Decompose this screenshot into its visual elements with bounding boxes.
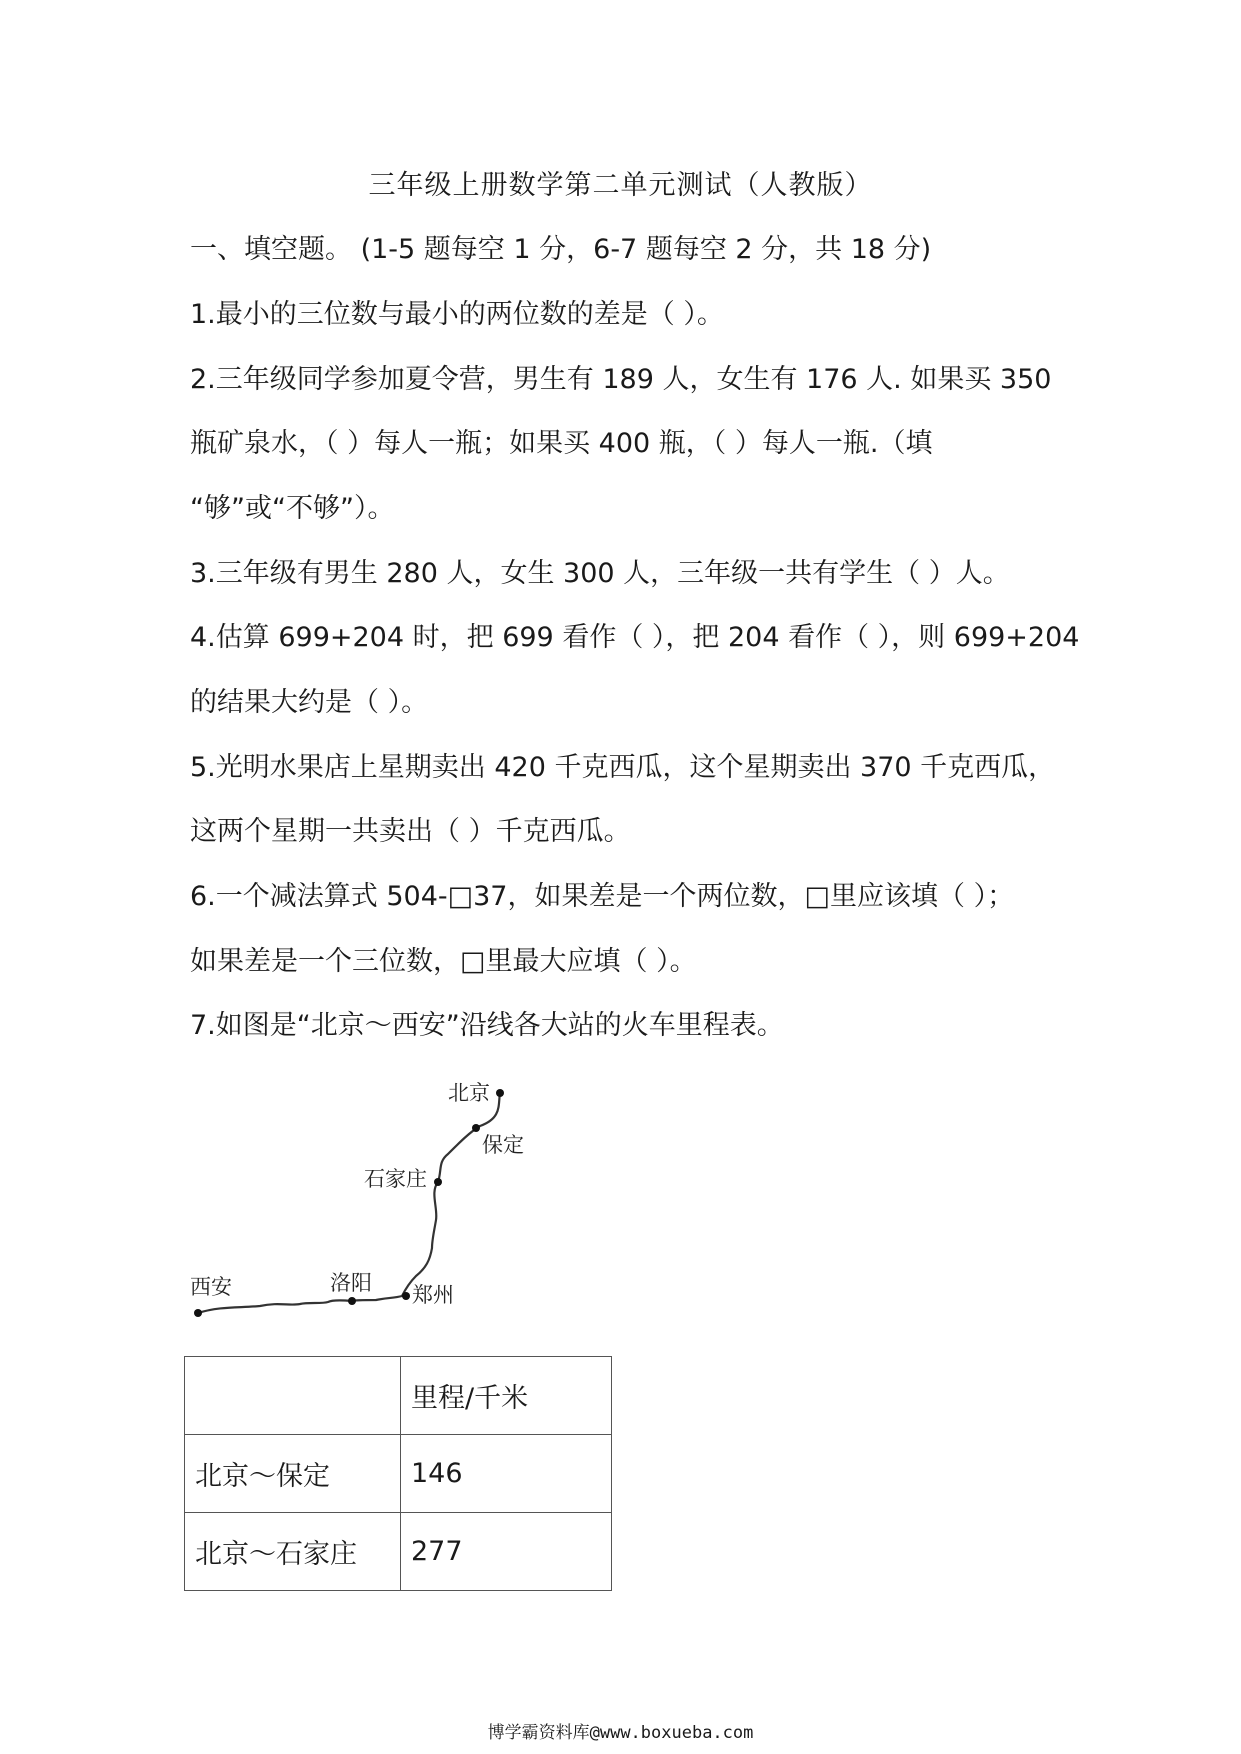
question-line: 的结果大约是（ ）。 xyxy=(190,687,429,718)
table-cell: 北京～石家庄 xyxy=(185,1513,401,1591)
station-label-shijiazhuang: 石家庄 xyxy=(364,1167,427,1191)
question-line: 1.最小的三位数与最小的两位数的差是（ ）。 xyxy=(190,299,724,330)
station-label-luoyang: 洛阳 xyxy=(330,1271,372,1295)
question-line: 5.光明水果店上星期卖出 420 千克西瓜，这个星期卖出 370 千克西瓜， xyxy=(190,752,1056,783)
question-line: 4.估算 699+204 时，把 699 看作（ ），把 204 看作（ ），则 699+204 xyxy=(190,622,1080,653)
question-line: 6.一个减法算式 504-□37，如果差是一个两位数，□里应该填（ ）； xyxy=(190,881,1015,912)
station-dot-shijiazhuang xyxy=(434,1178,442,1186)
station-dot-baoding xyxy=(472,1124,480,1132)
table-cell: 北京～保定 xyxy=(185,1435,401,1513)
page-title: 三年级上册数学第二单元测试（人教版） xyxy=(368,170,873,201)
question-line: 这两个星期一共卖出（ ）千克西瓜。 xyxy=(190,816,631,847)
table-header-row xyxy=(185,1357,612,1435)
railway-map xyxy=(180,1070,540,1340)
station-dot-beijing xyxy=(496,1089,504,1097)
question-line: 2.三年级同学参加夏令营，男生有 189 人，女生有 176 人. 如果买 350 xyxy=(190,364,1052,395)
section-heading: 一、填空题。 (1-5 题每空 1 分，6-7 题每空 2 分，共 18 分) xyxy=(190,234,932,265)
question-line: 如果差是一个三位数，□里最大应填（ ）。 xyxy=(190,946,697,977)
question-line: 7.如图是“北京～西安”沿线各大站的火车里程表。 xyxy=(190,1010,784,1041)
table-row xyxy=(185,1435,612,1513)
table-row xyxy=(185,1513,612,1591)
table-cell: 146 xyxy=(401,1435,612,1513)
question-line: “够”或“不够”）。 xyxy=(190,493,395,524)
footer-watermark: 博学霸资料库@www.boxueba.com xyxy=(487,1723,754,1743)
mileage-table xyxy=(184,1356,612,1591)
question-line: 3.三年级有男生 280 人，女生 300 人，三年级一共有学生（ ）人。 xyxy=(190,558,1010,589)
station-label-beijing: 北京 xyxy=(448,1081,490,1105)
station-label-baoding: 保定 xyxy=(482,1133,524,1157)
station-label-zhengzhou: 郑州 xyxy=(412,1283,454,1307)
table-cell: 277 xyxy=(401,1513,612,1591)
station-label-xian: 西安 xyxy=(190,1275,232,1299)
station-dot-luoyang xyxy=(348,1297,356,1305)
station-dot-zhengzhou xyxy=(402,1292,410,1300)
station-dot-xian xyxy=(194,1309,202,1317)
question-line: 瓶矿泉水，（ ）每人一瓶；如果买 400 瓶，（ ）每人一瓶.（填 xyxy=(190,428,933,459)
table-header-cell xyxy=(185,1357,401,1435)
table-header-cell: 里程/千米 xyxy=(401,1357,612,1435)
